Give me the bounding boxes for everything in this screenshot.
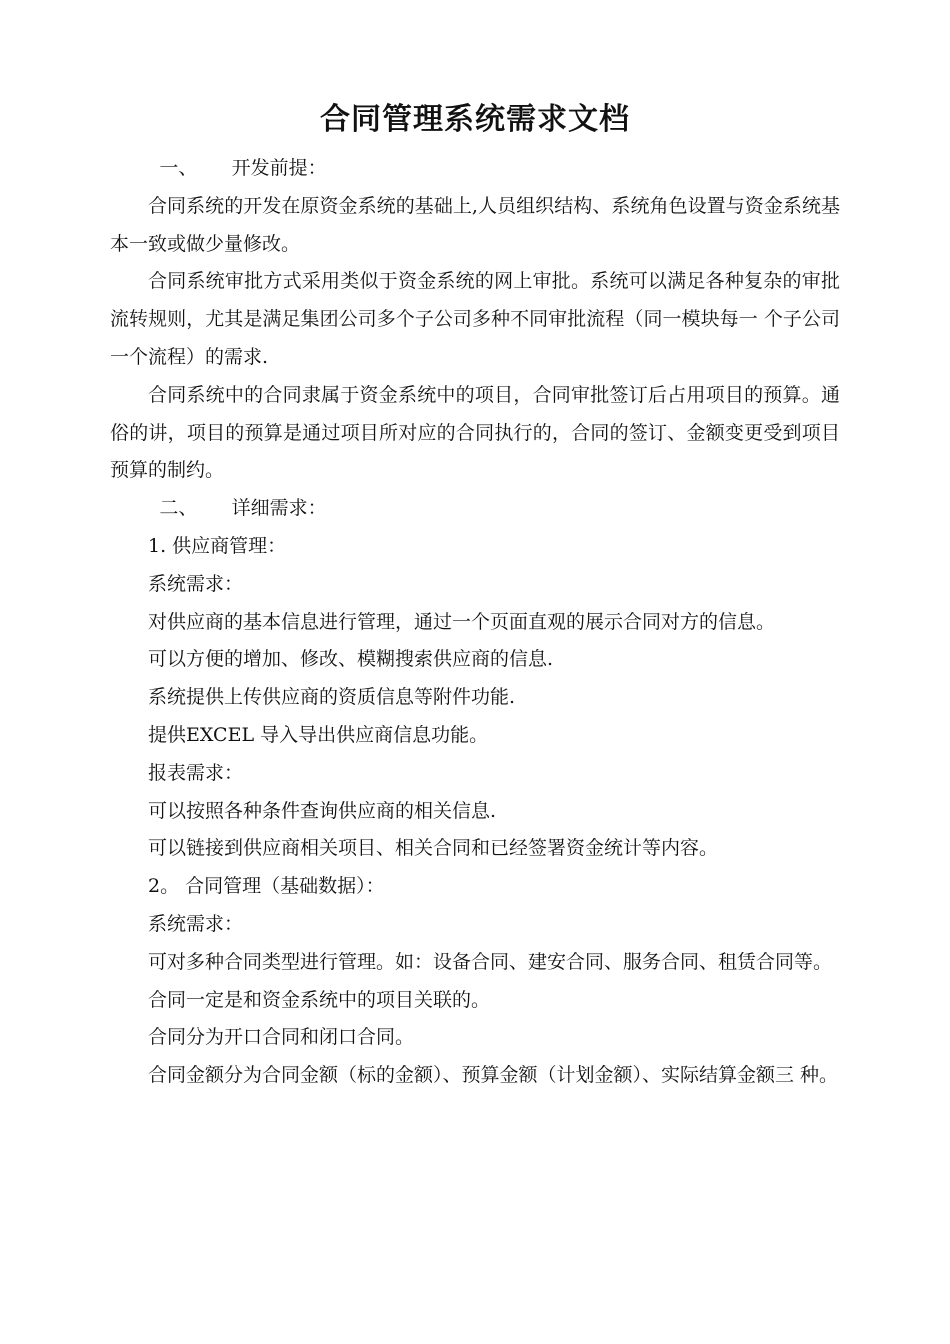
section-number: 二、 [159, 497, 198, 520]
section-heading [110, 150, 840, 188]
document-body [110, 150, 840, 1095]
paragraph: 可对多种合同类型进行管理。如：设备合同、建安合同、服务合同、租赁合同等。 [148, 950, 833, 973]
paragraph: 系统需求： [148, 912, 244, 935]
paragraph: 可以链接到供应商相关项目、相关合同和已经签署资金统计等内容。 [148, 837, 719, 860]
paragraph: 合同系统的开发在原资金系统的基础上,人员组织结构、系统角色设置与资金系统基本一致或做少量修改。 [110, 194, 840, 255]
subsection-heading: 2。 合同管理（基础数据）： [148, 875, 385, 898]
paragraph: 系统提供上传供应商的资质信息等附件功能. [148, 686, 516, 709]
paragraph: 可以按照各种条件查询供应商的相关信息. [148, 799, 497, 822]
subsection-heading: 1. 供应商管理： [148, 534, 287, 557]
paragraph: 合同系统审批方式采用类似于资金系统的网上审批。系统可以满足各种复杂的审批流转规则，尤其是满足集团公司多个子公司多种不同审批流程（同一模块每一 个子公司一个流程）的需求. [110, 270, 840, 368]
paragraph: 合同金额分为合同金额（标的金额）、预算金额（计划金额）、实际结算金额三 种。 [148, 1064, 839, 1087]
section-heading [110, 490, 840, 528]
paragraph: 对供应商的基本信息进行管理，通过一个页面直观的展示合同对方的信息。 [148, 610, 776, 633]
paragraph: 提供EXCEL 导入导出供应商信息功能。 [148, 723, 489, 746]
document-title: 合同管理系统需求文档 [320, 102, 630, 137]
paragraph: 可以方便的增加、修改、模糊搜索供应商的信息. [148, 648, 554, 671]
paragraph: 合同系统中的合同隶属于资金系统中的项目，合同审批签订后占用项目的预算。通俗的讲，项目的预算是通过项目所对应的合同执行的，合同的签订、金额变更受到项目预算的制约。 [110, 383, 840, 482]
paragraph: 报表需求： [148, 761, 244, 784]
section-heading-text: 开发前提： [231, 157, 327, 179]
paragraph: 合同分为开口合同和闭口合同。 [148, 1026, 415, 1049]
section-heading-text: 详细需求： [231, 497, 327, 520]
paragraph: 系统需求： [148, 572, 244, 595]
paragraph: 合同一定是和资金系统中的项目关联的。 [148, 988, 491, 1011]
section-number: 一、 [159, 157, 198, 179]
